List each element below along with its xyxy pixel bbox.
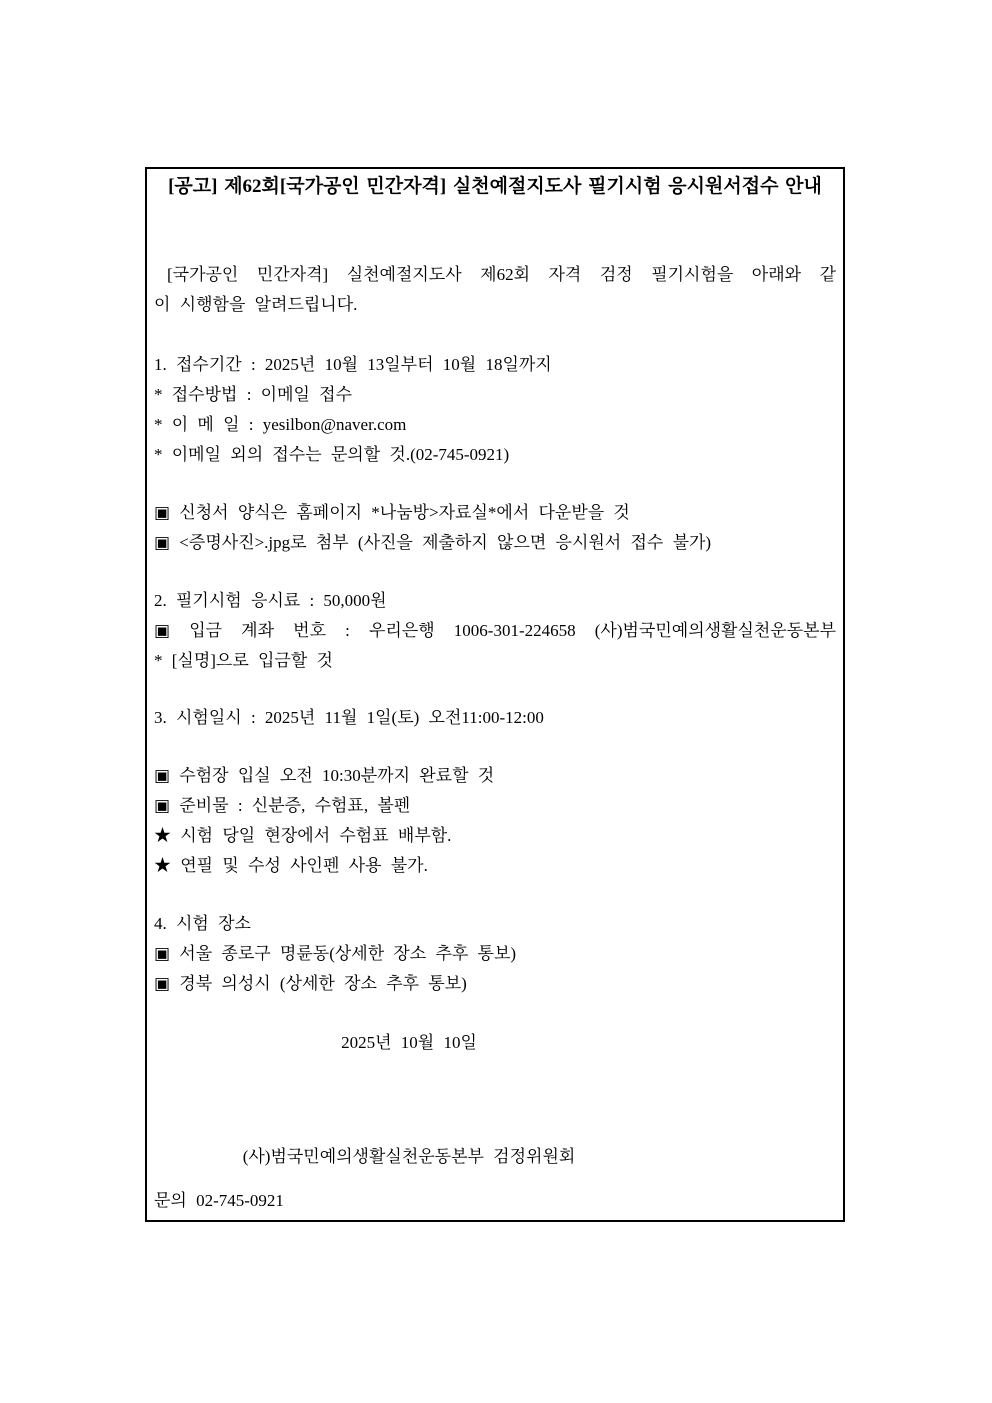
- section2-heading: 2. 필기시험 응시료 : 50,000원: [154, 591, 387, 610]
- notice-border-box: [145, 167, 845, 1222]
- section4-heading: 4. 시험 장소: [154, 914, 251, 933]
- section1-note-form: ▣ 신청서 양식은 홈페이지 *나눔방>자료실*에서 다운받을 것: [154, 503, 630, 522]
- intro-line-1: [국가공인 민간자격] 실천예절지도사 제62회 자격 검정 필기시험을 아래와 같: [167, 265, 836, 284]
- section1-note-photo: ▣ <증명사진>.jpg로 첨부 (사진을 제출하지 않으면 응시원서 접수 불가): [154, 533, 712, 552]
- contact-line: 문의 02-745-0921: [154, 1191, 284, 1210]
- section4-item-seoul: ▣ 서울 종로구 명륜동(상세한 장소 추후 통보): [154, 944, 517, 963]
- section3-note-ticket: ★ 시험 당일 현장에서 수험표 배부함.: [154, 826, 452, 845]
- intro-line-2: 이 시행함을 알려드립니다.: [154, 295, 358, 314]
- section1-item-phone: * 이메일 외의 접수는 문의할 것.(02-745-0921): [154, 445, 510, 464]
- notice-date: 2025년 10월 10일: [341, 1033, 477, 1052]
- section3-heading: 3. 시험일시 : 2025년 11월 1일(토) 오전11:00-12:00: [154, 708, 544, 727]
- section3-note-entry: ▣ 수험장 입실 오전 10:30분까지 완료할 것: [154, 766, 495, 785]
- section2-item-realname: * [실명]으로 입금할 것: [154, 651, 333, 670]
- section4-item-gyeongbuk: ▣ 경북 의성시 (상세한 장소 추후 통보): [154, 974, 467, 993]
- section3-note-items: ▣ 준비물 : 신분증, 수험표, 볼펜: [154, 796, 411, 815]
- section1-item-email: * 이 메 일 : yesilbon@naver.com: [154, 415, 407, 434]
- section1-item-method: * 접수방법 : 이메일 접수: [154, 385, 353, 404]
- section1-heading: 1. 접수기간 : 2025년 10월 13일부터 10월 18일까지: [154, 355, 552, 374]
- section3-note-pen: ★ 연필 및 수성 사인펜 사용 불가.: [154, 856, 428, 875]
- section2-item-account: ▣ 입금 계좌 번호 : 우리은행 1006-301-224658 (사)범국민예의생활실천운동본부: [154, 621, 836, 640]
- notice-title: [공고] 제62회[국가공인 민간자격] 실천예절지도사 필기시험 응시원서접수 안내: [168, 176, 822, 197]
- signature-line: (사)범국민예의생활실천운동본부 검정위원회: [242, 1147, 576, 1166]
